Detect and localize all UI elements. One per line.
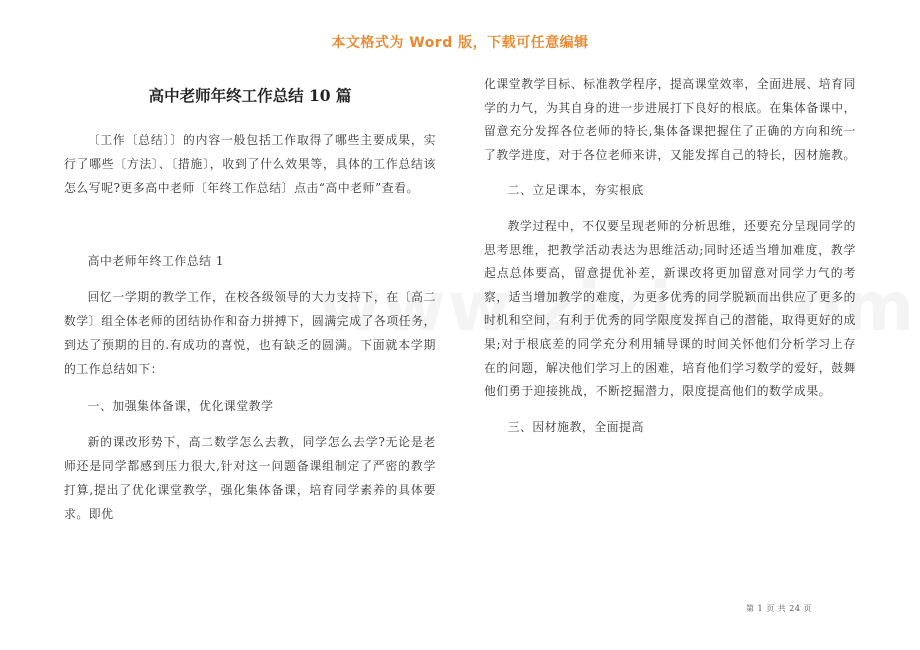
intro-paragraph: 〔工作〔总结〕〕的内容一般包括工作取得了哪些主要成果，实行了哪些〔方法〕、〔措施〕，收到了什么效果等，具体的工作总结该怎么写呢?更多高中老师〔年终工作总结〕点击“高中老师”查看。 [64, 133, 436, 196]
document-title: 高中老师年终工作总结 10 篇 [148, 86, 352, 105]
right-column [484, 73, 856, 439]
body-paragraph: 教学过程中，不仅要呈现老师的分析思维，还要充分呈现同学的思考思维，把教学活动表达为思维活动;同时还适当增加难度，教学起点总体要高，留意提优补差，新课改将更加留意对同学力气的考察，适当增加教学的难度，为更多优秀的同学脱颖而出供应了更多的时机和空间，有利于优秀的同学限度发挥自己的潜能，取得更好的成果;对于根底差的同学充分利用辅导课的时间关怀他们分析学习上存在的问题，解决他们学习上的困难，培育他们学习数学的爱好，鼓舞他们勇于迎接挑战，不断挖掘潜力，限度提高他们的数学成果。 [484, 218, 856, 399]
body-paragraph-continued: 化课堂教学目标、标准教学程序，提高课堂效率，全面进展、培育同学的力气，为其自身的进一步进展打下良好的根底。在集体备课中，留意充分发挥各位老师的特长,集体备课把握住了正确的方向和统一了教学进度，对于各位老师来讲，又能发挥自己的特长，因材施教。 [484, 77, 856, 162]
subheading-1: 一、加强集体备课，优化课堂教学 [87, 398, 274, 413]
body-paragraph: 回忆一学期的教学工作，在校各级领导的大力支持下，在〔高二数学〕组全体老师的团结协作和奋力拼搏下，圆满完成了各项任务，到达了预期的目的.有成功的喜悦，也有缺乏的圆满。下面就本学期的工作总结如下： [64, 289, 436, 377]
section-heading-summary-1: 高中老师年终工作总结 1 [87, 253, 225, 268]
subheading-3: 三、因材施教，全面提高 [507, 419, 644, 434]
subheading-2: 二、立足课本，夯实根底 [507, 183, 644, 198]
page-number: 第 1 页 共 24 页 [746, 604, 812, 613]
left-column [64, 82, 436, 527]
body-paragraph: 新的课改形势下，高二数学怎么去教，同学怎么去学?无论是老师还是同学都感到压力很大,针对这一问题备课组制定了严密的教学打算,提出了优化课堂教学，强化集体备课，培育同学素养的具体要求。即优 [64, 434, 436, 522]
download-banner: 本文格式为 Word 版，下载可任意编辑 [331, 35, 589, 51]
